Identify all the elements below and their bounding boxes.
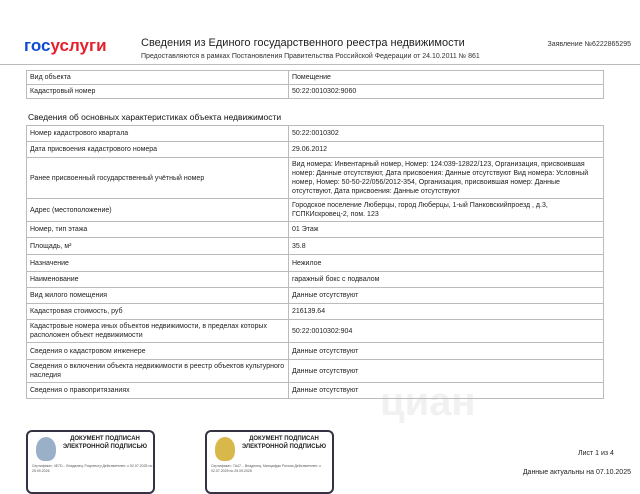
table-row bbox=[27, 343, 604, 360]
stamp-details: Сертификат: 4E7D... Владелец: Росреестр Действителен: с 02.07.2025 по 25.09.2026 bbox=[32, 464, 153, 473]
table-row bbox=[27, 71, 604, 85]
signature-stamp bbox=[205, 430, 334, 494]
row-label: Назначение bbox=[27, 255, 289, 272]
row-value: Нежилое bbox=[289, 255, 604, 272]
row-value: Вид номера: Инвентарный номер, Номер: 124:039-12822/123, Организация, присвоившая номер: Данные отсутствуют, Дата присвоения: Данные отсутствуют Вид номера: Условный номер, Номер: 50-50-22/056/2012-354, Организация, присвоившая номер: Данные отсутствуют, Дата присвоения: Данные отсутствуют bbox=[289, 158, 604, 199]
row-value: гаражный бокс с подвалом bbox=[289, 272, 604, 288]
table-row bbox=[27, 199, 604, 222]
object-table bbox=[26, 70, 604, 99]
row-label: Сведения о включении объекта недвижимости в реестр объектов культурного наследия bbox=[27, 360, 289, 383]
row-value: Помещение bbox=[289, 71, 604, 85]
row-label: Кадастровый номер bbox=[27, 85, 289, 99]
row-value: 29.06.2012 bbox=[289, 142, 604, 158]
table-row bbox=[27, 142, 604, 158]
row-value: Данные отсутствуют bbox=[289, 288, 604, 304]
row-label: Наименование bbox=[27, 272, 289, 288]
row-label: Площадь, м² bbox=[27, 238, 289, 255]
row-label: Кадастровые номера иных объектов недвижимости, в пределах которых расположен объект недвижимости bbox=[27, 320, 289, 343]
row-value: Городское поселение Люберцы, город Люберцы, 1-ый Панковскийпроезд , д.3, ГСПКИскровец-2, пом. 123 bbox=[289, 199, 604, 222]
row-label: Дата присвоения кадастрового номера bbox=[27, 142, 289, 158]
stamp-heading: ДОКУМЕНТ ПОДПИСАН ЭЛЕКТРОННОЙ ПОДПИСЬЮ bbox=[62, 436, 148, 450]
row-value: 35.8 bbox=[289, 238, 604, 255]
header-divider bbox=[0, 64, 640, 65]
signature-stamp bbox=[26, 430, 155, 494]
row-label: Ранее присвоенный государственный учётный номер bbox=[27, 158, 289, 199]
row-value: 216139.64 bbox=[289, 304, 604, 320]
table-row bbox=[27, 126, 604, 142]
table-row bbox=[27, 272, 604, 288]
row-label: Сведения о кадастровом инженере bbox=[27, 343, 289, 360]
table-row bbox=[27, 288, 604, 304]
document-title: Сведения из Единого государственного реестра недвижимости bbox=[141, 37, 465, 49]
watermark: циан bbox=[380, 380, 476, 424]
row-label: Вид жилого помещения bbox=[27, 288, 289, 304]
document-subtitle: Предоставляются в рамках Постановления Правительства Российской Федерации от 24.10.2011 № 861 bbox=[141, 53, 480, 60]
row-value: Данные отсутствуют bbox=[289, 343, 604, 360]
application-number: Заявление №6222865295 bbox=[547, 41, 631, 48]
table-row bbox=[27, 158, 604, 199]
row-label: Сведения о правопритязаниях bbox=[27, 383, 289, 399]
row-value: 50:22:0010302 bbox=[289, 126, 604, 142]
gosuslugi-logo: госуслуги bbox=[24, 36, 107, 55]
table-row bbox=[27, 238, 604, 255]
row-label: Адрес (местоположение) bbox=[27, 199, 289, 222]
row-value: Данные отсутствуют bbox=[289, 383, 604, 399]
row-value: Данные отсутствуют bbox=[289, 360, 604, 383]
table-row bbox=[27, 360, 604, 383]
row-value: 50:22:0010302:9060 bbox=[289, 85, 604, 99]
rosreestr-emblem-icon bbox=[36, 437, 56, 461]
table-row bbox=[27, 255, 604, 272]
table-row bbox=[27, 222, 604, 238]
table-row bbox=[27, 320, 604, 343]
stamp-heading: ДОКУМЕНТ ПОДПИСАН ЭЛЕКТРОННОЙ ПОДПИСЬЮ bbox=[241, 436, 327, 450]
row-value: 50:22:0010302:904 bbox=[289, 320, 604, 343]
data-date: Данные актуальны на 07.10.2025 bbox=[522, 469, 631, 476]
table-row bbox=[27, 85, 604, 99]
row-label: Номер кадастрового квартала bbox=[27, 126, 289, 142]
row-value: 01 Этаж bbox=[289, 222, 604, 238]
stamp-details: Сертификат: 7A47... Владелец: Минцифры России Действителен: с 02.07.2025 по 25.09.2026 bbox=[211, 464, 321, 473]
coat-of-arms-icon bbox=[215, 437, 235, 461]
table-row bbox=[27, 304, 604, 320]
section-title: Сведения об основных характеристиках объекта недвижимости bbox=[28, 112, 282, 122]
characteristics-table bbox=[26, 125, 604, 399]
row-label: Вид объекта bbox=[27, 71, 289, 85]
row-label: Номер, тип этажа bbox=[27, 222, 289, 238]
row-label: Кадастровая стоимость, руб bbox=[27, 304, 289, 320]
page-indicator: Лист 1 из 4 bbox=[578, 450, 614, 457]
table-row bbox=[27, 383, 604, 399]
